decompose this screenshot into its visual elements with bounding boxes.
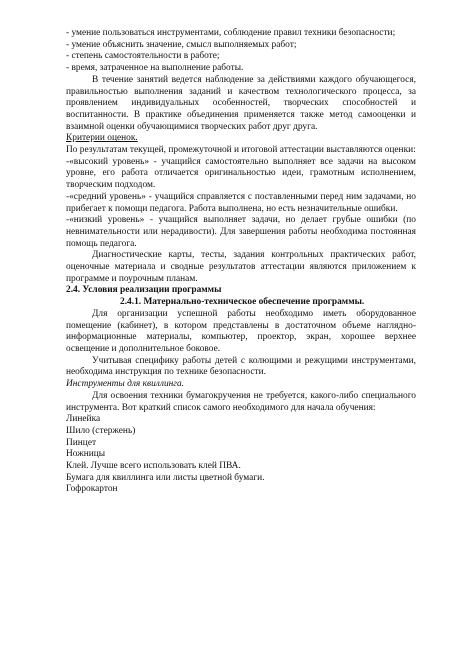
criteria-heading: Критерии оценок. bbox=[66, 133, 138, 144]
diagnostics-paragraph: Диагностические карты, тесты, задания контрольных практических работ, оценочные материала и сводные результатов аттестации являются приложением к программе и поурочным планам. bbox=[66, 250, 416, 284]
tool-item: Шило (стержень) bbox=[66, 425, 136, 436]
high-level-paragraph: -«высокий уровень» - учащийся самостоятельно выполняет все задачи на высоком уровне, его работа отличается оригинальностью идеи, грамотным исполнением, творческим подходом. bbox=[66, 156, 416, 191]
tools-heading: Инструменты для квиллинга. bbox=[66, 379, 184, 390]
results-paragraph: По результатам текущей, промежуточной и итоговой аттестации выставляются оценки: bbox=[66, 145, 416, 156]
tool-item: Бумага для квиллинга или листы цветной бумаги. bbox=[66, 472, 265, 483]
tool-item: Пинцет bbox=[66, 437, 97, 448]
criteria-item-safety: - умение пользоваться инструментами, соблюдение правил техники безопасности; bbox=[66, 28, 396, 38]
mid-level-paragraph: -«средний уровень» - учащийся справляется с поставленными перед ним задачами, но прибегает к помощи педагога. Работа выполнена, но есть незначительные ошибки. bbox=[66, 191, 416, 214]
section-heading-2-4: 2.4. Условия реализации программы bbox=[66, 285, 222, 296]
room-paragraph: Для организации успешной работы необходимо иметь оборудованное помещение (кабинет), в котором представлены в достаточном объеме наглядно-информационные материалы, компьютер, проектор, экран, хорошее верхнее освещение и дополнительное боковое. bbox=[66, 308, 416, 354]
tool-item: Ножницы bbox=[66, 449, 106, 460]
tool-item: Линейка bbox=[66, 414, 101, 425]
criteria-item-explain: - умение объяснить значение, смысл выполняемых работ; bbox=[66, 39, 297, 50]
tool-item: Клей. Лучше всего использовать клей ПВА. bbox=[66, 461, 241, 472]
criteria-item-time: - время, затраченное на выполнение работы. bbox=[66, 63, 244, 74]
observation-paragraph: В течение занятий ведется наблюдение за действиями каждого обучающегося, правильностью выполнения заданий и качеством технологического процесса, за проявлением индивидуальных особенностей, творческих способностей и воспитанности. В практике объединения применяется также метод самооценки и взаимной оценки обучающимися творческих работ друг друга. bbox=[66, 74, 416, 132]
section-heading-2-4-1: 2.4.1. Материально-техническое обеспечение программы. bbox=[120, 297, 365, 308]
criteria-item-independence: - степень самостоятельности в работе; bbox=[66, 51, 220, 62]
tools-paragraph: Для освоения техники бумагокручения не требуется, какого-либо специального инструмента. Вот краткий список самого необходимого для начала обучения: bbox=[66, 390, 416, 413]
tool-item: Гофрокартон bbox=[66, 484, 118, 495]
low-level-paragraph: -«низкий уровень» - учащийся выполняет задачи, но делает грубые ошибки (по невнимательности или нерадивости). Для завершения работы необходима постоянная помощь педагога. bbox=[66, 215, 416, 249]
safety-paragraph: Учитывая специфику работы детей с колющими и режущими инструментами, необходима инструкция по технике безопасности. bbox=[66, 355, 416, 378]
